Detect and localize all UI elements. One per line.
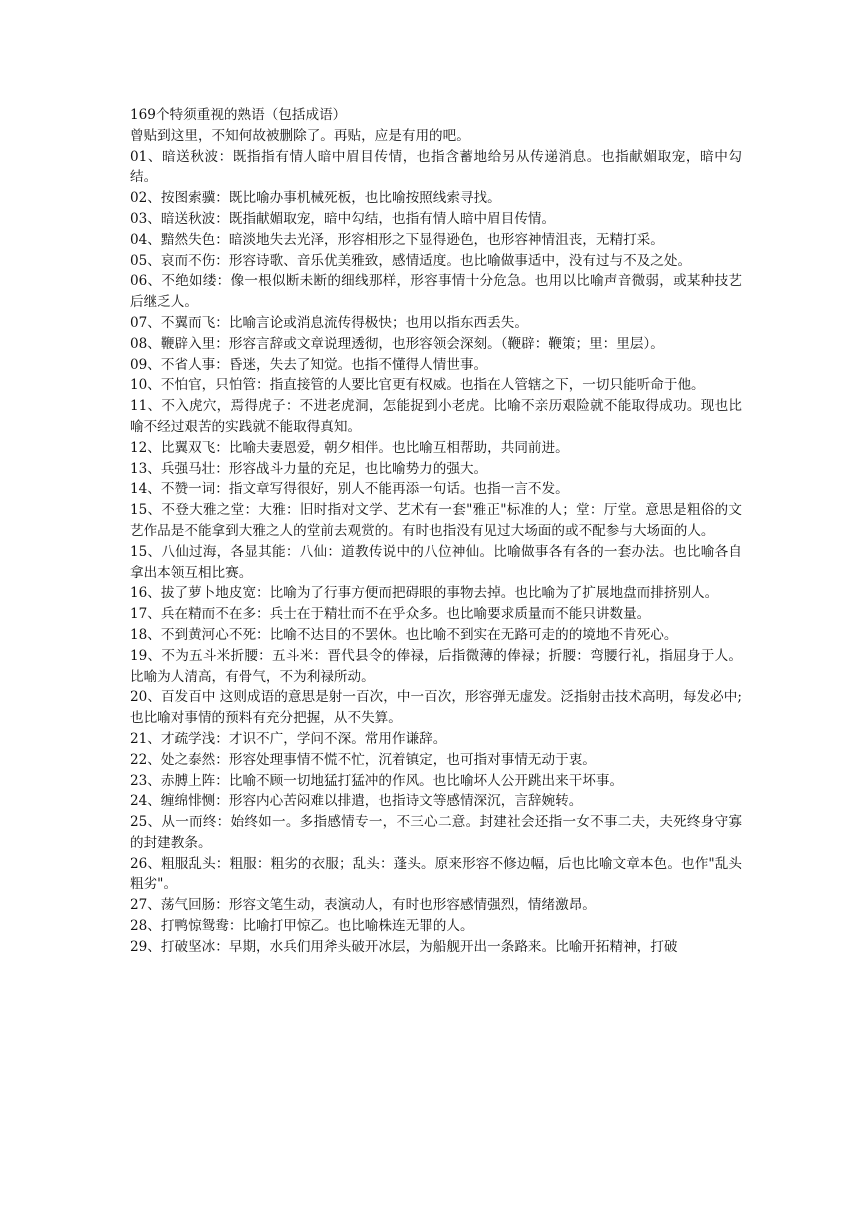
entry-24: 24、缠绵悱恻：形容内心苦闷难以排遣，也指诗文等感情深沉，言辞婉转。 <box>130 793 583 810</box>
entry-13: 13、兵强马壮：形容战斗力量的充足，也比喻势力的强大。 <box>130 460 488 477</box>
entry-27: 27、荡气回肠：形容文笔生动，表演动人，有时也形容感情强烈，情绪激昂。 <box>130 897 596 914</box>
entry-02: 02、按图索骥：既比喻办事机械死板，也比喻按照线索寻找。 <box>130 190 501 207</box>
entry-20: 20、百发百中 这则成语的意思是射一百次，中一百次，形容弹无虚发。泛指射击技术高明，每发必中;也比喻对事情的预料有充分把握，从不失算。 <box>130 689 742 727</box>
entry-29: 29、打破坚冰：早期，水兵们用斧头破开冰层，为船舰开出一条路来。比喻开拓精神，打破 <box>130 938 678 955</box>
entry-28: 28、打鸭惊鸳鸯：比喻打甲惊乙。也比喻株连无罪的人。 <box>130 918 474 935</box>
entry-05: 05、哀而不伤：形容诗歌、音乐优美雅致，感情适度。也比喻做事适中，没有过与不及之处。 <box>130 252 692 269</box>
document-title: 169个特须重视的熟语（包括成语） <box>130 107 347 123</box>
entry-07: 07、不翼而飞：比喻言论或消息流传得极快；也用以指东西丢失。 <box>130 314 528 331</box>
entry-22: 22、处之泰然：形容处理事情不慌不忙，沉着镇定，也可指对事情无动于衷。 <box>130 751 596 768</box>
entry-16: 16、拔了萝卜地皮宽：比喻为了行事方便而把碍眼的事物去掉。也比喻为了扩展地盘而排挤别人。 <box>130 585 719 602</box>
entry-01: 01、暗送秋波：既指指有情人暗中眉目传情，也指含蓄地给另从传递消息。也指献媚取宠，暗中勾结。 <box>130 148 742 186</box>
entry-14: 14、不赞一词：指文章写得很好，别人不能再添一句话。也指一言不发。 <box>130 481 569 498</box>
document-body <box>130 105 742 958</box>
entry-25: 25、从一而终：始终如一。多指感情专一，不三心二意。封建社会还指一女不事二夫，夫死终身守寡的封建教条。 <box>130 814 742 851</box>
entry-06: 06、不绝如缕：像一根似断未断的细线那样，形容事情十分危急。也用以比喻声音微弱，或某种技艺后继乏人。 <box>130 273 742 311</box>
entry-18: 18、不到黄河心不死：比喻不达目的不罢休。也比喻不到实在无路可走的的境地不肯死心。 <box>130 626 678 643</box>
entry-17: 17、兵在精而不在多：兵士在于精壮而不在乎众多。也比喻要求质量而不能只讲数量。 <box>130 606 651 623</box>
entry-11: 11、不入虎穴，焉得虎子：不进老虎洞，怎能捉到小老虎。比喻不亲历艰险就不能取得成功。现也比喻不经过艰苦的实践就不能取得真知。 <box>130 398 742 435</box>
entry-03: 03、暗送秋波：既指献媚取宠，暗中勾结，也指有情人暗中眉目传情。 <box>130 210 556 227</box>
entry-15b: 15、八仙过海，各显其能：八仙：道教传说中的八位神仙。比喻做事各有各的一套办法。也比喻各自拿出本领互相比赛。 <box>130 543 742 581</box>
entry-09: 09、不省人事：昏迷，失去了知觉。也指不懂得人情世事。 <box>130 356 488 373</box>
entry-15a: 15、不登大雅之堂：大雅：旧时指对文学、艺术有一套"雅正"标准的人；堂：厅堂。意思是粗俗的文艺作品是不能拿到大雅之人的堂前去观赏的。有时也指没有见过大场面的或不配参与大场面的人。 <box>130 502 742 539</box>
entry-12: 12、比翼双飞：比喻夫妻恩爱，朝夕相伴。也比喻互相帮助，共同前进。 <box>130 439 569 456</box>
entry-10: 10、不怕官，只怕管：指直接管的人要比官更有权威。也指在人管辖之下，一切只能听命于他。 <box>130 377 705 394</box>
entry-19: 19、不为五斗米折腰：五斗米：晋代县令的俸禄，后指微薄的俸禄；折腰：弯腰行礼，指屈身于人。比喻为人清高，有骨气，不为利禄所动。 <box>130 647 742 685</box>
entry-21: 21、才疏学浅：才识不广，学问不深。常用作谦辞。 <box>130 730 447 747</box>
entry-08: 08、鞭辟入里：形容言辞或文章说理透彻，也形容领会深刻。（鞭辟：鞭策；里：里层）。 <box>130 335 664 352</box>
entry-04: 04、黯然失色：暗淡地失去光泽，形容相形之下显得逊色，也形容神情沮丧，无精打采。 <box>130 231 664 248</box>
document-intro: 曾贴到这里，不知何故被删除了。再贴，应是有用的吧。 <box>130 127 470 144</box>
entry-23: 23、赤膊上阵：比喻不顾一切地猛打猛冲的作风。也比喻坏人公开跳出来干坏事。 <box>130 772 624 789</box>
entry-26: 26、粗服乱头：粗服：粗劣的衣服；乱头：蓬头。原来形容不修边幅，后也比喻文章本色。也作"乱头粗劣"。 <box>130 855 742 893</box>
